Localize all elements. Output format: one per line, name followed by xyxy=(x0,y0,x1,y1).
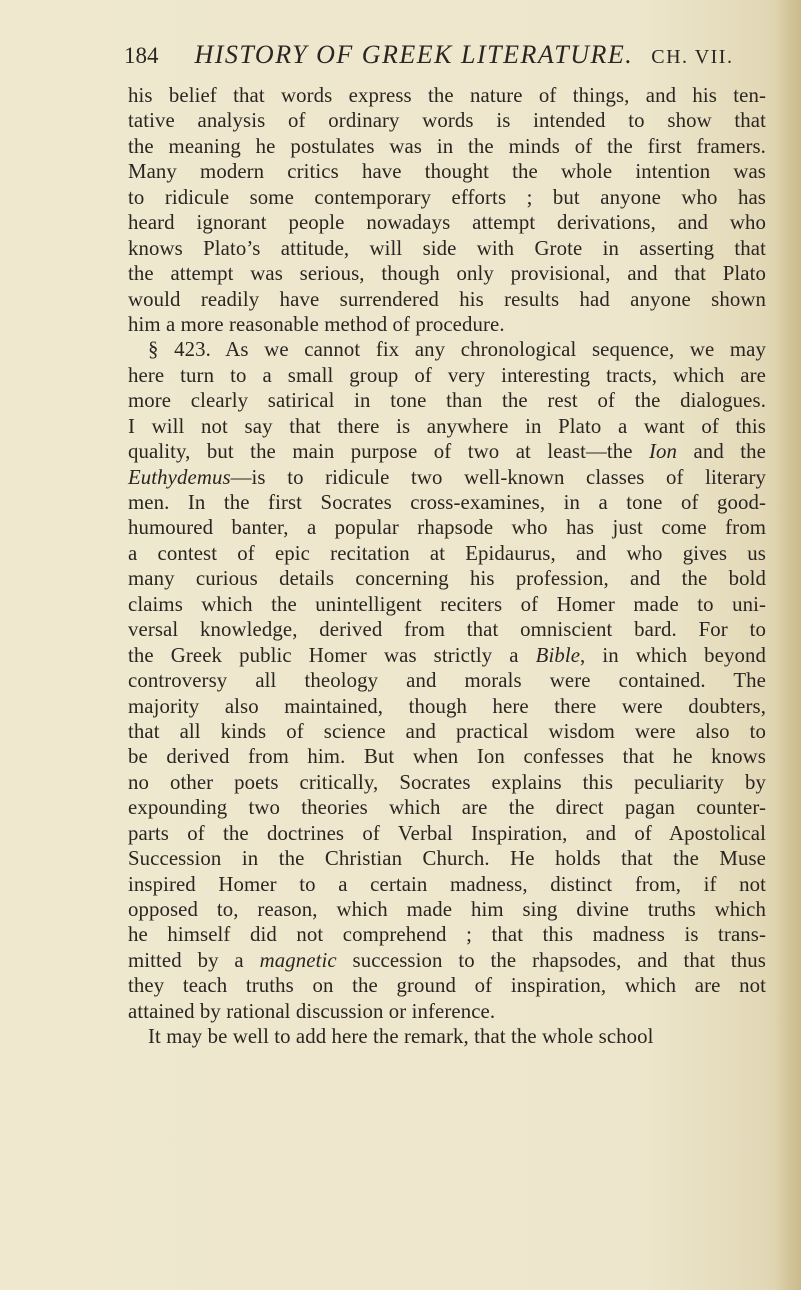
text-line: claims which the unintelligent reciters of Homer made to uni- xyxy=(128,592,766,616)
text-line: him a more reasonable method of procedure. xyxy=(128,312,505,336)
chapter-label: CH. VII. xyxy=(651,46,734,68)
text-line: humoured banter, a popular rhapsode who has just come from xyxy=(128,516,766,540)
text-line: heard ignorant people nowadays attempt derivations, and who xyxy=(128,211,766,235)
text-line: tative analysis of ordinary words is intended to show that xyxy=(128,109,766,133)
page-number: 184 xyxy=(124,43,159,68)
text-line: that all kinds of science and practical wisdom were also to xyxy=(128,719,766,743)
text-line: controversy all theology and morals were contained. The xyxy=(128,669,766,693)
text-fragment: and the xyxy=(677,440,766,464)
text-line: he himself did not comprehend ; that this madness is trans- xyxy=(128,923,766,947)
text-line: majority also maintained, though here there were doubters, xyxy=(128,694,766,718)
running-title: HISTORY OF GREEK LITERATURE. xyxy=(194,40,634,69)
section-start-line: § 423. As we cannot fix any chronological sequence, we may xyxy=(148,338,766,362)
text-line xyxy=(128,465,766,490)
text-fragment: mitted by a xyxy=(128,948,260,972)
text-line: versal knowledge, derived from that omniscient bard. For to xyxy=(128,618,766,642)
text-line: no other poets critically, Socrates explains this peculiarity by xyxy=(128,770,766,794)
text-line: I will not say that there is anywhere in Plato a want of this xyxy=(128,414,766,438)
title-euthydemus: Euthydemus xyxy=(128,465,231,489)
word-bible: Bible xyxy=(535,643,581,667)
text-line xyxy=(128,439,766,464)
text-line: knows Plato’s attitude, will side with Grote in asserting that xyxy=(128,236,766,260)
text-line: they teach truths on the ground of inspiration, which are not xyxy=(128,974,766,998)
text-line: expounding two theories which are the direct pagan counter- xyxy=(128,796,766,820)
text-line: more clearly satirical in tone than the rest of the dialogues. xyxy=(128,389,766,413)
text-line xyxy=(128,948,766,973)
text-line: inspired Homer to a certain madness, distinct from, if not xyxy=(128,872,766,896)
text-line xyxy=(128,643,766,668)
section-start-line: It may be well to add here the remark, that the whole school xyxy=(148,1025,654,1049)
word-magnetic: magnetic xyxy=(259,948,337,972)
text-line: many curious details concerning his profession, and the bold xyxy=(128,567,766,591)
page-header xyxy=(124,40,774,80)
text-fragment: the Greek public Homer was strictly a xyxy=(128,643,536,667)
text-fragment: , in which beyond xyxy=(580,643,766,667)
text-fragment: —is to ridicule two well-known classes of literary xyxy=(230,465,766,489)
text-line: men. In the first Socrates cross-examines, in a tone of good- xyxy=(128,491,766,514)
text-line: a contest of epic recitation at Epidaurus, and who gives us xyxy=(128,541,766,565)
text-line: his belief that words express the nature of things, and his ten- xyxy=(128,84,766,107)
body-text xyxy=(128,83,766,1050)
text-fragment: quality, but the main purpose of two at least—the xyxy=(128,440,650,464)
text-line: to ridicule some contemporary efforts ; but anyone who has xyxy=(128,185,766,209)
text-line: Many modern critics have thought the whole intention was xyxy=(128,160,766,184)
text-line: opposed to, reason, which made him sing divine truths which xyxy=(128,898,766,921)
text-line: parts of the doctrines of Verbal Inspiration, and of Apostolical xyxy=(128,821,766,845)
text-fragment: succession to the rhapsodes, and that thus xyxy=(336,948,766,972)
title-ion: Ion xyxy=(649,440,678,464)
text-line: would readily have surrendered his results had anyone shown xyxy=(128,287,766,311)
text-line: the attempt was serious, though only provisional, and that Plato xyxy=(128,262,766,286)
text-line: be derived from him. But when Ion confesses that he knows xyxy=(128,745,766,769)
text-line: Succession in the Christian Church. He holds that the Muse xyxy=(128,847,766,871)
text-line: here turn to a small group of very interesting tracts, which are xyxy=(128,363,766,387)
text-line: the meaning he postulates was in the minds of the first framers. xyxy=(128,134,766,158)
text-line: attained by rational discussion or inference. xyxy=(128,999,496,1023)
page-edge-shadow xyxy=(775,0,801,1290)
